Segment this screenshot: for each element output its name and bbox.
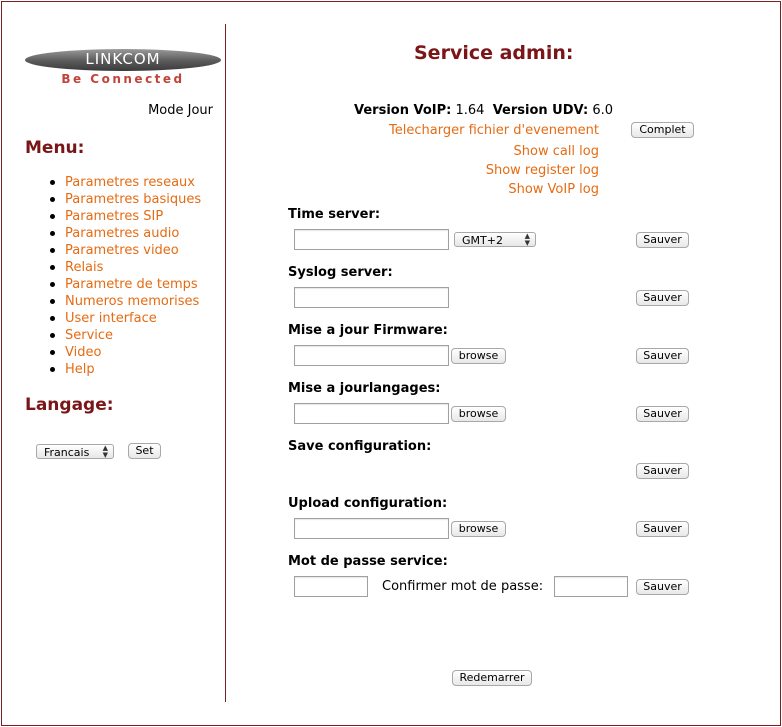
time-server-input[interactable] (294, 229, 449, 250)
syslog-server-input[interactable] (294, 287, 449, 308)
menu-item[interactable] (50, 327, 201, 344)
firmware-file-input[interactable] (294, 345, 449, 366)
firmware-update-label: Mise a jour Firmware: (288, 323, 448, 338)
languages-file-input[interactable] (294, 403, 449, 424)
browse-firmware-button[interactable]: browse (451, 348, 506, 364)
voip-version-value: 1.64 (455, 103, 485, 118)
save-languages-button[interactable]: Sauver (636, 406, 689, 422)
complet-button[interactable]: Complet (631, 122, 694, 138)
select-arrows-icon: ▲ ▼ (524, 232, 530, 247)
timezone-select-value: GMT+2 (462, 234, 503, 247)
udv-version-value: 6.0 (592, 103, 614, 118)
save-firmware-button[interactable]: Sauver (636, 348, 689, 364)
page-title: Service admin: (414, 42, 574, 64)
menu-item[interactable] (50, 344, 201, 361)
menu-link-video[interactable]: Video (65, 345, 102, 360)
syslog-server-label: Syslog server: (288, 265, 393, 280)
mode-label: Mode Jour (148, 103, 213, 118)
menu-item[interactable] (50, 293, 201, 310)
show-register-log-link[interactable]: Show register log (485, 163, 599, 178)
menu-item[interactable] (50, 225, 201, 242)
menu-link-help[interactable]: Help (65, 362, 95, 377)
confirm-password-label: Confirmer mot de passe: (382, 579, 544, 594)
logo-tagline: Be Connected (61, 72, 185, 86)
save-configuration-button[interactable]: Sauver (636, 463, 689, 479)
voip-version-label: Version VoIP: (354, 103, 452, 118)
menu-item[interactable] (50, 259, 201, 276)
menu-link-parametres-basiques[interactable]: Parametres basiques (65, 192, 202, 207)
save-syslog-button[interactable]: Sauver (636, 290, 689, 306)
menu-list (50, 174, 201, 378)
menu-item[interactable] (50, 174, 201, 191)
save-time-server-button[interactable]: Sauver (636, 232, 689, 248)
menu-link-user-interface[interactable]: User interface (65, 311, 157, 326)
menu-link-parametres-reseaux[interactable]: Parametres reseaux (65, 175, 195, 190)
menu-item[interactable] (50, 191, 201, 208)
menu-item[interactable] (50, 242, 201, 259)
menu-item[interactable] (50, 276, 201, 293)
show-call-log-link[interactable]: Show call log (513, 144, 599, 159)
menu-item[interactable] (50, 310, 201, 327)
sidebar-divider (225, 24, 226, 702)
language-select[interactable] (36, 444, 114, 459)
menu-title: Menu: (25, 138, 85, 158)
logo-name: LINKCOM (85, 50, 161, 68)
browse-configuration-button[interactable]: browse (451, 521, 506, 537)
menu-link-parametre-de-temps[interactable]: Parametre de temps (65, 277, 198, 292)
udv-version-label: Version UDV: (492, 103, 589, 118)
version-info (354, 103, 613, 118)
browse-languages-button[interactable]: browse (451, 406, 506, 422)
linkcom-logo (25, 46, 223, 90)
upload-configuration-input[interactable] (294, 518, 449, 539)
show-voip-log-link[interactable]: Show VoIP log (508, 182, 599, 197)
time-server-label: Time server: (288, 207, 381, 222)
save-configuration-label: Save configuration: (288, 439, 432, 454)
set-language-button[interactable]: Set (128, 443, 161, 459)
service-password-label: Mot de passe service: (288, 554, 448, 569)
menu-link-parametres-audio[interactable]: Parametres audio (65, 226, 180, 241)
save-upload-configuration-button[interactable]: Sauver (636, 521, 689, 537)
restart-button[interactable]: Redemarrer (452, 670, 532, 686)
menu-item[interactable] (50, 361, 201, 378)
menu-link-parametres-video[interactable]: Parametres video (65, 243, 179, 258)
menu-link-relais[interactable]: Relais (65, 260, 104, 275)
select-arrows-icon: ▲ ▼ (102, 444, 108, 459)
save-password-button[interactable]: Sauver (636, 579, 689, 595)
download-events-link[interactable]: Telecharger fichier d'evenement (389, 123, 599, 138)
service-password-input[interactable] (294, 576, 368, 597)
menu-item[interactable] (50, 208, 201, 225)
language-select-value: Francais (44, 446, 90, 459)
confirm-password-input[interactable] (554, 576, 628, 597)
menu-link-parametres-sip[interactable]: Parametres SIP (65, 209, 164, 224)
languages-update-label: Mise a jourlangages: (288, 381, 441, 396)
upload-configuration-label: Upload configuration: (288, 496, 448, 511)
language-title: Langage: (25, 395, 114, 415)
menu-link-service[interactable]: Service (65, 328, 114, 343)
timezone-select[interactable] (454, 232, 536, 247)
menu-link-numeros-memorises[interactable]: Numeros memorises (65, 294, 200, 309)
